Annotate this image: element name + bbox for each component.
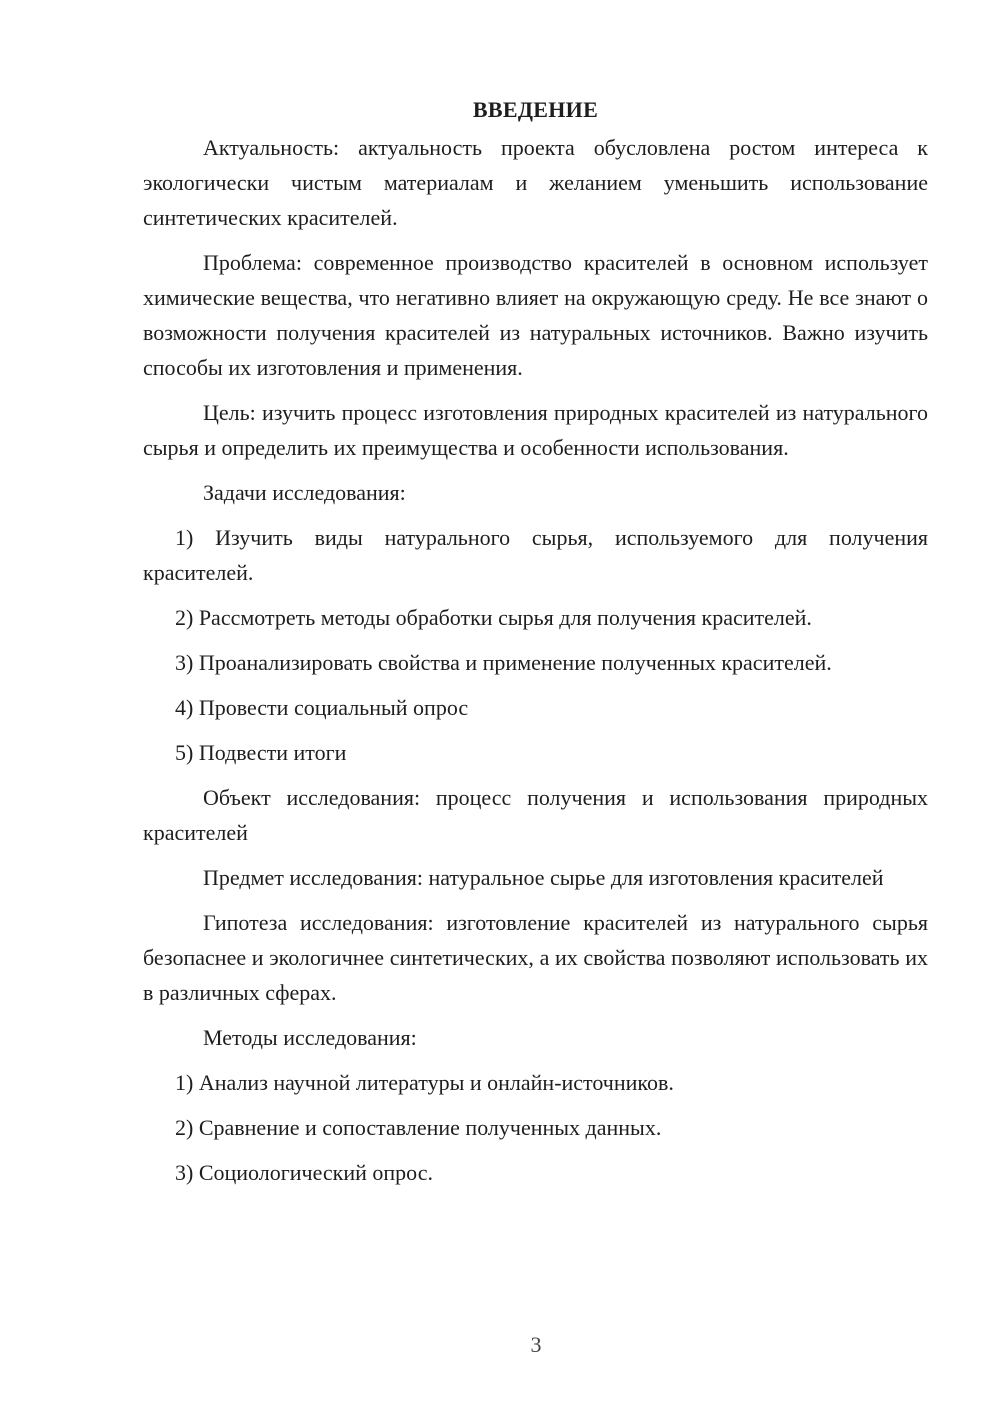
page-content [143, 98, 928, 1200]
section-title: ВВЕДЕНИЕ [472, 97, 599, 122]
goal-paragraph: Цель: изучить процесс изготовления природных красителей из натурального сырья и определить их преимущества и особенности использования. [143, 400, 928, 460]
task-item: 2) Рассмотреть методы обработки сырья для получения красителей. [175, 605, 812, 630]
task-item: 3) Проанализировать свойства и применение полученных красителей. [175, 650, 832, 675]
page-number: 3 [530, 1332, 542, 1357]
subject-paragraph: Предмет исследования: натуральное сырье для изготовления красителей [203, 865, 884, 890]
method-item: 3) Социологический опрос. [175, 1160, 433, 1185]
relevance-paragraph: Актуальность: актуальность проекта обусловлена ростом интереса к экологически чистым материалам и желанием уменьшить использование синтетических красителей. [143, 135, 928, 230]
hypothesis-paragraph: Гипотеза исследования: изготовление красителей из натурального сырья безопаснее и экологичнее синтетических, а их свойства позволяют использовать их в различных сферах. [143, 910, 928, 1005]
task-item: 4) Провести социальный опрос [175, 695, 469, 720]
task-item: 5) Подвести итоги [175, 740, 347, 765]
tasks-heading: Задачи исследования: [203, 480, 406, 505]
methods-heading: Методы исследования: [203, 1025, 417, 1050]
problem-paragraph: Проблема: современное производство красителей в основном использует химические вещества, что негативно влияет на окружающую среду. Не все знают о возможности получения красителей из натуральных источников. Важно изучить способы их изготовления и применения. [143, 250, 928, 380]
method-item: 1) Анализ научной литературы и онлайн-источников. [175, 1070, 674, 1095]
object-paragraph: Объект исследования: процесс получения и использования природных красителей [143, 785, 928, 845]
method-item: 2) Сравнение и сопоставление полученных данных. [175, 1115, 662, 1140]
task-item: 1) Изучить виды натурального сырья, используемого для получения красителей. [143, 525, 928, 585]
